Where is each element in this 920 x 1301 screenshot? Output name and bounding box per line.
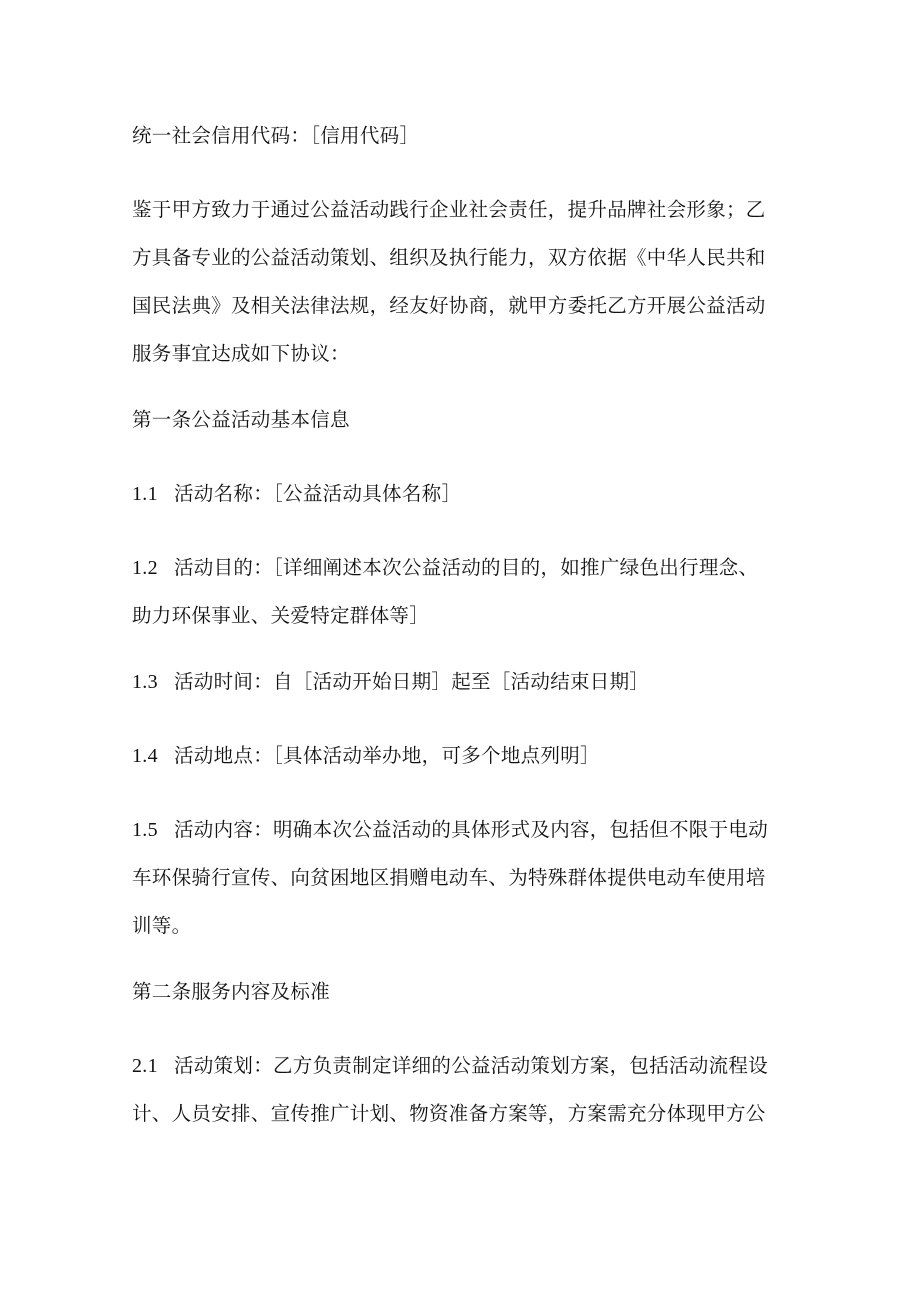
clause-text: 车环保骑行宣传、向贫困地区捐赠电动车、为特殊群体提供电动车使用培 [132, 866, 766, 889]
clause-number: 1.5 [132, 819, 158, 841]
clause-text: 活动时间：自［活动开始日期］起至［活动结束日期］ [174, 670, 650, 693]
clause-number: 1.4 [132, 745, 158, 767]
clause-2-1 [132, 1042, 782, 1138]
credit-code-line: 统一社会信用代码：［信用代码］ [132, 124, 420, 147]
article1-items [132, 470, 782, 950]
document-page [132, 112, 782, 1156]
clause-number: 1.2 [132, 557, 158, 579]
clause-1-2 [132, 544, 782, 640]
intro-line: 方具备专业的公益活动策划、组织及执行能力，双方依据《中华人民共和 [132, 246, 766, 269]
clause-number: 1.3 [132, 671, 158, 693]
intro-line: 鉴于甲方致力于通过公益活动践行企业社会责任，提升品牌社会形象；乙 [132, 198, 766, 221]
clause-text: 活动策划：乙方负责制定详细的公益活动策划方案，包括活动流程设 [174, 1054, 769, 1077]
clause-text: 助力环保事业、关爱特定群体等］ [132, 604, 430, 627]
article2-title: 第二条服务内容及标准 [132, 980, 331, 1003]
clause-text: 活动地点：［具体活动举办地，可多个地点列明］ [174, 744, 600, 767]
clause-number: 1.1 [132, 483, 158, 505]
intro-line: 国民法典》及相关法律法规，经友好协商，就甲方委托乙方开展公益活动 [132, 294, 766, 317]
clause-text: 计、人员安排、宣传推广计划、物资准备方案等，方案需充分体现甲方公 [132, 1102, 766, 1125]
clause-text: 训等。 [132, 914, 192, 937]
clause-text: 活动目的：［详细阐述本次公益活动的目的，如推广绿色出行理念、 [174, 556, 759, 579]
intro-paragraph [132, 186, 782, 378]
clause-number: 2.1 [132, 1055, 158, 1077]
intro-line: 服务事宜达成如下协议： [132, 342, 350, 365]
clause-text: 活动内容：明确本次公益活动的具体形式及内容，包括但不限于电动 [174, 818, 769, 841]
clause-text: 活动名称：［公益活动具体名称］ [174, 482, 462, 505]
article2-items [132, 1042, 782, 1138]
clause-1-1 [132, 470, 782, 518]
clause-1-4 [132, 732, 782, 780]
article1-title: 第一条公益活动基本信息 [132, 408, 350, 431]
clause-1-3 [132, 658, 782, 706]
clause-1-5 [132, 806, 782, 950]
